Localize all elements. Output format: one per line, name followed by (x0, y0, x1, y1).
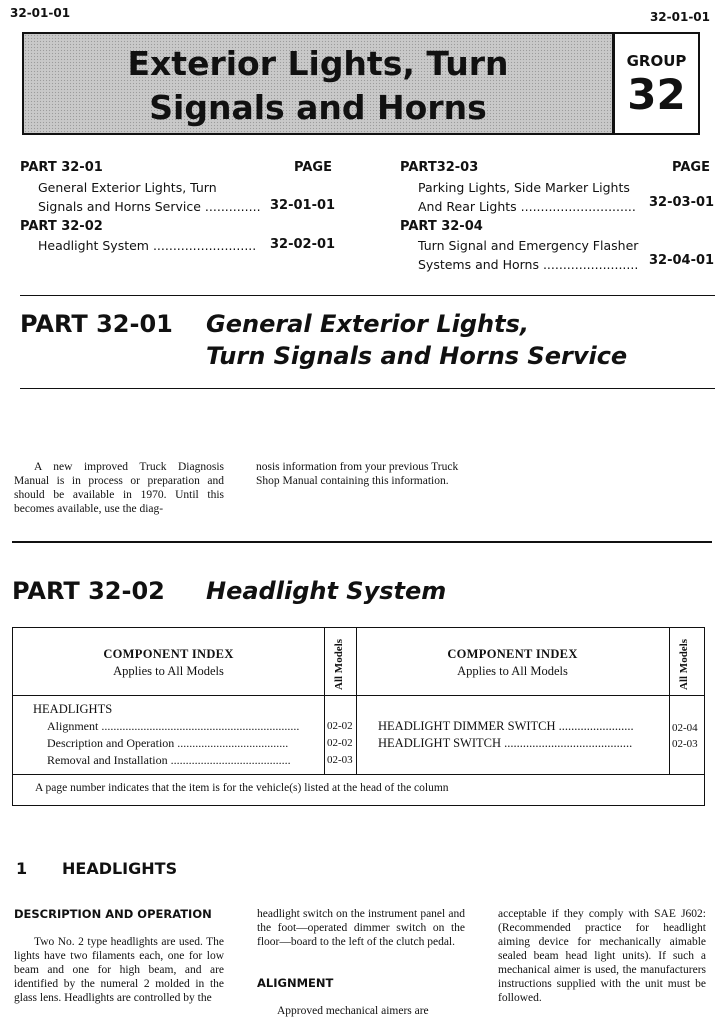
toc-line: Systems and Horns ........................ (418, 257, 639, 272)
part-32-01-text-col1: A new improved Truck Diagnosis Manual is in process or preparation and should be available in 1970. Until this becomes available, use the diag- (14, 461, 224, 515)
column-label-all-models: All Models (678, 638, 690, 690)
section-text-col1: Two No. 2 type headlights are used. The lights have two filaments each, one for low beam and one for high beam, and are identified by the numeral 2 molded in the glass lens. Headlights are controlled by the (14, 936, 224, 1004)
toc-part: PART 32-01 (20, 160, 103, 175)
part-32-01-number: PART 32-01 (20, 310, 173, 338)
toc-page[interactable]: 32-04-01 (649, 253, 715, 268)
column-label-all-models: All Models (333, 638, 345, 690)
section-text-col2b: Approved mechanical aimers are (277, 1005, 429, 1017)
part-32-02-title: Headlight System (206, 577, 447, 605)
divider (12, 541, 712, 543)
index-row-page: 02-03 (327, 754, 353, 766)
index-row-alignment[interactable]: Alignment .................................................................. (47, 719, 300, 733)
index-row-page: 02-02 (327, 737, 353, 749)
part-32-01-text-col2: nosis information from your previous Truck Shop Manual containing this information. (256, 461, 459, 487)
toc-page[interactable]: 32-03-01 (649, 195, 715, 210)
toc-part: PART 32-02 (20, 219, 103, 234)
section-text-col3: acceptable if they comply with SAE J602: (Recommended practice for headlight aiming device for mechanically aimable sealed beam head light units). If such a mechanical aimer is used, the manufacturers instructions supplied with the unit must be followed. (498, 908, 706, 1004)
subheading-alignment: ALIGNMENT (257, 976, 334, 990)
index-row-page: 02-02 (327, 720, 353, 732)
component-index-header-right: COMPONENT INDEX Applies to All Models (447, 647, 578, 678)
toc-page[interactable]: 32-01-01 (270, 198, 336, 213)
index-row-headlight-switch[interactable]: HEADLIGHT SWITCH ......................................... (378, 736, 633, 750)
toc-page-header: PAGE (294, 160, 332, 175)
part-32-02-number: PART 32-02 (12, 577, 165, 605)
page-number-left: 32-01-01 (10, 6, 71, 20)
index-row-description[interactable]: Description and Operation ..................................... (47, 736, 289, 750)
index-row-page: 02-03 (672, 738, 698, 750)
toc-line: Headlight System .......................... (38, 238, 257, 253)
page-number-right: 32-01-01 (649, 10, 710, 24)
toc-part: PART 32-04 (400, 219, 483, 234)
toc-line: Parking Lights, Side Marker Lights (418, 180, 630, 195)
page-title: Exterior Lights, Turn Signals and Horns (127, 44, 509, 127)
divider (20, 295, 715, 296)
subheading-description: DESCRIPTION AND OPERATION (14, 907, 212, 921)
component-index-table (12, 627, 705, 806)
title-banner (22, 32, 614, 135)
section-number: 1 (16, 859, 28, 878)
index-row-dimmer-switch[interactable]: HEADLIGHT DIMMER SWITCH ........................ (378, 719, 634, 733)
section-title: HEADLIGHTS (62, 859, 178, 878)
index-row-page: 02-04 (672, 722, 698, 734)
part-32-01-title: General Exterior Lights, Turn Signals and Horns Service (206, 310, 628, 370)
section-text-col2: headlight switch on the instrument panel and the foot—operated dimmer switch on the floor—board to the left of the clutch pedal. (257, 908, 465, 948)
index-footnote: A page number indicates that the item is for the vehicle(s) listed at the head of the column (35, 782, 449, 794)
toc-part: PART32-03 (400, 160, 479, 175)
toc-page[interactable]: 32-02-01 (270, 237, 336, 252)
group-number: 32 (627, 70, 686, 119)
toc-line: Turn Signal and Emergency Flasher (418, 238, 639, 253)
component-index-header-left: COMPONENT INDEX Applies to All Models (103, 647, 234, 678)
toc-line: Signals and Horns Service .............. (38, 199, 261, 214)
group-label: GROUP (626, 52, 687, 70)
toc-page-header: PAGE (672, 160, 710, 175)
index-group-headlights: HEADLIGHTS (33, 702, 113, 716)
toc-line: General Exterior Lights, Turn (38, 180, 217, 195)
divider (20, 388, 715, 389)
toc-line: And Rear Lights ............................. (418, 199, 636, 214)
group-box (612, 32, 700, 135)
index-row-removal[interactable]: Removal and Installation ........................................ (47, 753, 291, 767)
